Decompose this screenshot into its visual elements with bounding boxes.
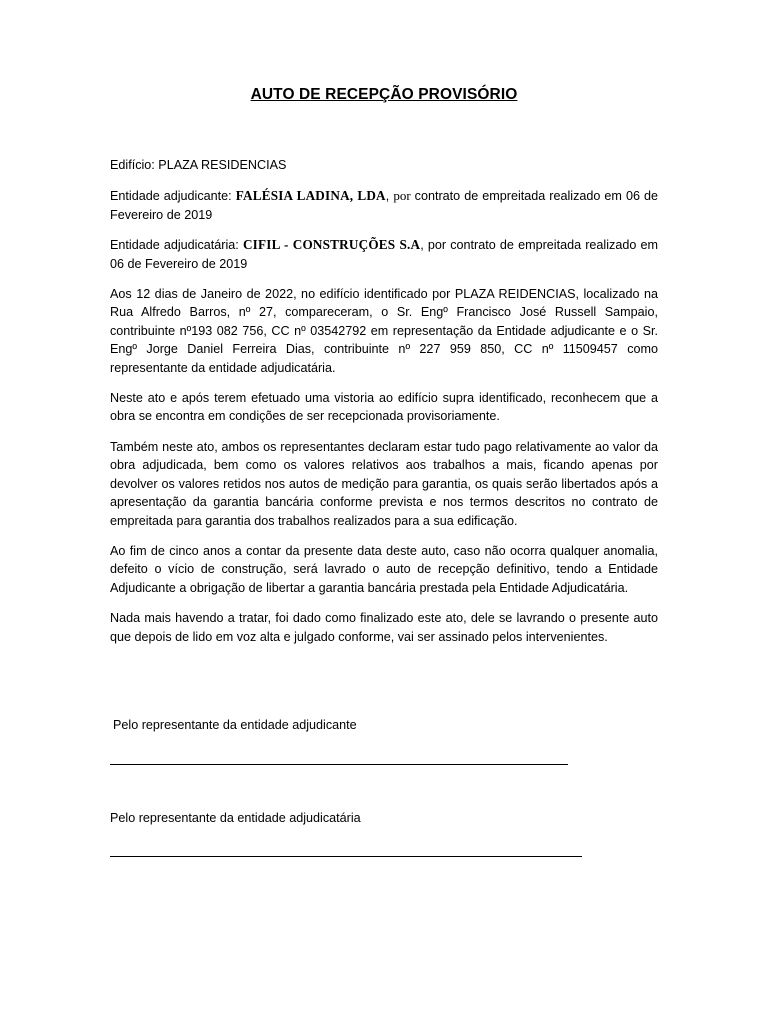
body-paragraph-2: Neste ato e após terem efetuado uma vistoria ao edifício supra identificado, reconhecem que a obra se encontra em condições de ser recepcionada provisoriamente.: [110, 391, 658, 424]
signature-label-contractor: Pelo representante da entidade adjudicatária: [110, 811, 361, 825]
contractor-entity-paragraph: [110, 236, 658, 273]
contracting-entity-paragraph: [110, 187, 658, 224]
contracting-entity-rest: contrato de empreitada realizado em 06 de Fevereiro de 2019: [110, 189, 658, 222]
contracting-entity-name: FALÉSIA LADINA, LDA: [235, 188, 386, 204]
signature-line-contractor: [110, 856, 582, 857]
building-text: Edifício: PLAZA RESIDENCIAS: [110, 158, 287, 172]
body-paragraph-3: Também neste ato, ambos os representantes declaram estar tudo pago relativamente ao valor da obra adjudicada, bem como os valores relativos aos trabalhos a mais, ficando apenas por devolver os valores retidos nos autos de medição para garantia, os quais serão libertados após a apresentação da garantia bancária conforme prevista e nos termos descritos no contrato de empreitada para garantia dos trabalhos realizados para a sua edificação.: [110, 439, 658, 528]
building-line: [110, 156, 658, 174]
contracting-entity-label: Entidade adjudicante:: [110, 189, 236, 204]
body-paragraph-5: Nada mais havendo a tratar, foi dado como finalizado este ato, dele se lavrando o presente auto que depois de lido em voz alta e julgado conforme, vai ser assinado pelos intervenientes.: [110, 611, 658, 644]
contractor-entity-label: Entidade adjudicatária:: [110, 238, 243, 253]
signature-label-contracting: Pelo representante da entidade adjudicante: [113, 718, 357, 732]
document-body: [110, 156, 658, 658]
contractor-entity-name: CIFIL - CONSTRUÇÕES S.A: [242, 237, 421, 253]
body-paragraph-4: Ao fim de cinco anos a contar da presente data deste auto, caso não ocorra qualquer anomalia, defeito o vício de construção, será lavrado o auto de recepção definitivo, tendo a Entidade Adjudicante a obrigação de libertar a garantia bancária prestada pela Entidade Adjudicatária.: [110, 543, 658, 595]
contractor-entity-rest: , por contrato de empreitada realizado em 06 de Fevereiro de 2019: [110, 238, 658, 271]
contracting-entity-sep: ,: [385, 189, 394, 204]
contracting-entity-por: por: [393, 188, 411, 204]
body-paragraph-1: Aos 12 dias de Janeiro de 2022, no edifício identificado por PLAZA REIDENCIAS, localizado na Rua Alfredo Barros, nº 27, compareceram, o Sr. Engº Francisco José Russell Sampaio, contribuinte nº193 082 756, CC nº 03542792 em representação da Entidade adjudicante e o Sr. Engº Jorge Daniel Ferreira Dias, contribuinte nº 227 959 850, CC nº 11509457 como representante da entidade adjudicatária.: [110, 287, 658, 375]
document-title: AUTO DE RECEPÇÃO PROVISÓRIO: [250, 86, 518, 103]
signature-line-contracting: [110, 764, 568, 765]
